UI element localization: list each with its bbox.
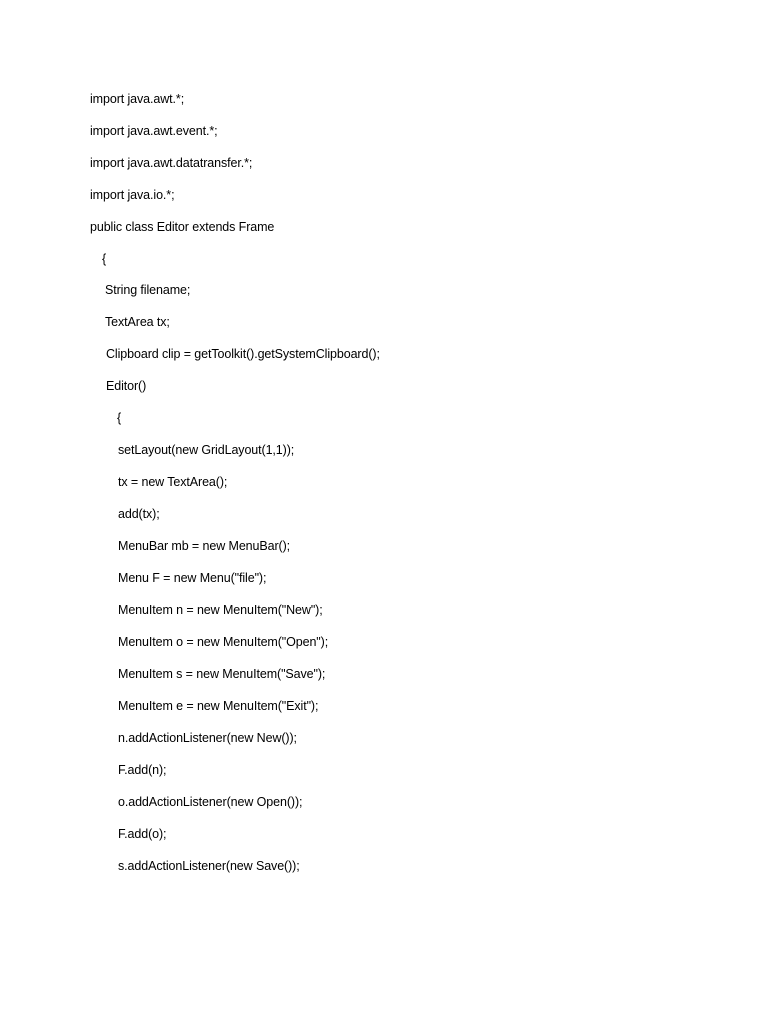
code-line: MenuBar mb = new MenuBar(); [118, 539, 291, 553]
code-line: setLayout(new GridLayout(1,1)); [118, 443, 295, 457]
code-line: public class Editor extends Frame [90, 220, 275, 234]
code-line: import java.awt.datatransfer.*; [90, 156, 253, 170]
code-line: Editor() [106, 379, 147, 393]
code-line: TextArea tx; [105, 315, 170, 329]
code-line: F.add(n); [118, 763, 167, 777]
code-line: MenuItem n = new MenuItem("New"); [118, 603, 323, 617]
code-line: n.addActionListener(new New()); [118, 731, 297, 745]
code-line: MenuItem e = new MenuItem("Exit"); [118, 699, 319, 713]
code-line: String filename; [105, 283, 191, 297]
code-line: F.add(o); [118, 827, 167, 841]
code-line: import java.awt.*; [90, 92, 185, 106]
code-line: s.addActionListener(new Save()); [118, 859, 300, 873]
code-line: add(tx); [118, 507, 160, 521]
code-line: tx = new TextArea(); [118, 475, 228, 489]
code-line: { [117, 411, 122, 425]
code-line: Menu F = new Menu("file"); [118, 571, 267, 585]
code-line: import java.awt.event.*; [90, 124, 218, 138]
code-line: MenuItem o = new MenuItem("Open"); [118, 635, 329, 649]
code-line: { [102, 252, 107, 266]
code-line: Clipboard clip = getToolkit().getSystemClipboard(); [106, 347, 380, 361]
code-line: import java.io.*; [90, 188, 175, 202]
code-line: o.addActionListener(new Open()); [118, 795, 303, 809]
code-line: MenuItem s = new MenuItem("Save"); [118, 667, 326, 681]
